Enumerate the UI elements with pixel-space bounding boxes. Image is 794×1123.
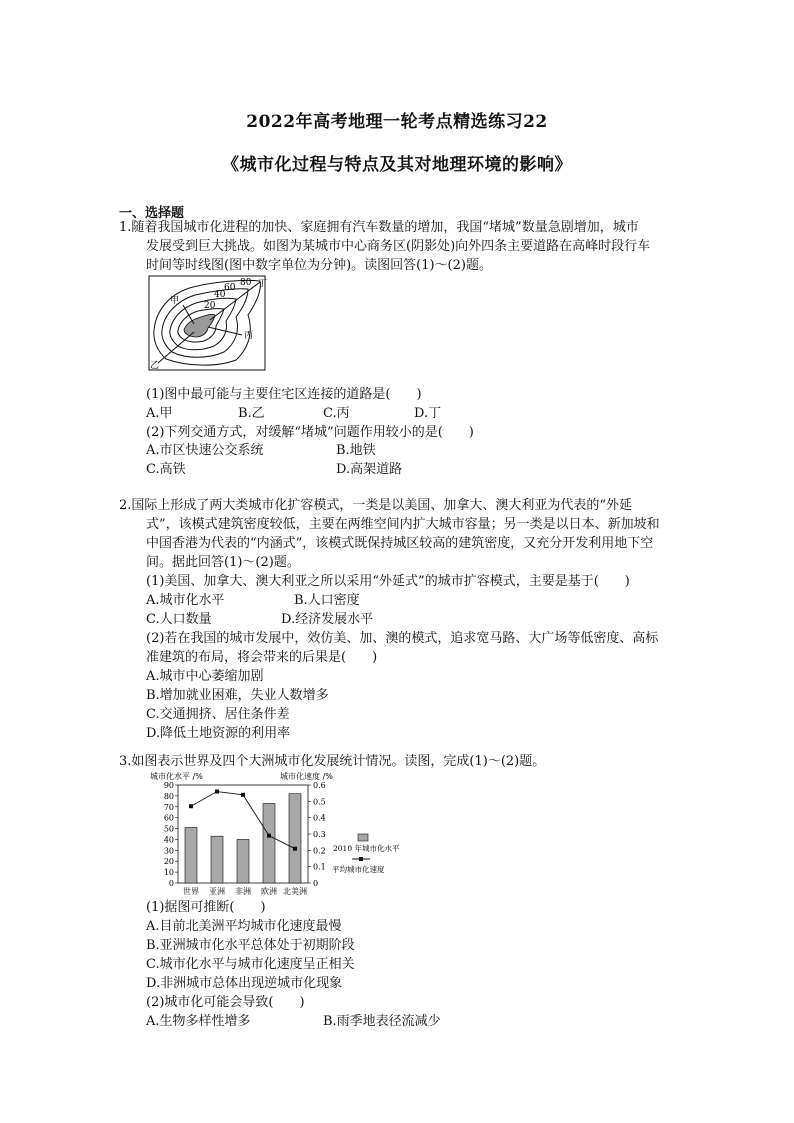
map-label-yi: 乙	[150, 361, 160, 371]
q2-stem-line-3: 中国香港为代表的“内涵式”，该模式既保持城区较高的建筑密度，又充分开发利用地下空	[146, 536, 654, 551]
q2-stem-line-2: 式”，该模式建筑密度较低，主要在两维空间内扩大城市容量；另一类是以日本、新加坡和	[146, 517, 660, 532]
x-tick-label: 欧洲	[261, 887, 277, 896]
y-tick-left-label: 70	[163, 802, 174, 812]
y-axis-left-label: 城市化水平 /%	[150, 772, 203, 781]
speed-point-亚洲	[215, 790, 219, 794]
y-tick-left-label: 40	[163, 835, 174, 845]
y-tick-right-label: 0	[313, 879, 319, 888]
bar-世界	[185, 827, 197, 883]
y-tick-left-label: 90	[163, 781, 174, 790]
cbd-shaded-area	[184, 314, 215, 337]
q2-sub1-option-b: B.人口密度	[294, 593, 360, 608]
q3-sub1-option-d: D.非洲城市总体出现逆城市化现象	[146, 976, 343, 991]
q2-sub2-option-c: C.交通拥挤、居住条件差	[146, 707, 290, 722]
q3-stem: 3.如图表示世界及四个大洲城市化发展统计情况。读图，完成(1)～(2)题。	[119, 754, 546, 769]
q3-sub1-option-a: A.目前北美洲平均城市化速度最慢	[146, 919, 342, 934]
y-axis-right-label: 城市化速度 /%	[280, 772, 333, 781]
bar-亚洲	[211, 836, 223, 883]
q1-stem-line-2: 发展受到巨大挑战。如图为某城市中心商务区(阴影处)向外四条主要道路在高峰时段行车	[146, 239, 651, 254]
q1-sub1-option-a: A.甲	[146, 406, 173, 421]
x-tick-label: 非洲	[235, 887, 251, 896]
q2-sub2-option-d: D.降低土地资源的利用率	[146, 726, 291, 741]
map-label-ding: 丁	[258, 279, 268, 289]
speed-point-非洲	[241, 793, 245, 797]
q1-sub2-option-b: B.地铁	[336, 443, 376, 458]
speed-point-北美洲	[293, 847, 297, 851]
q3-sub2-question: (2)城市化可能会导致( )	[146, 995, 305, 1010]
y-tick-right-label: 0.2	[313, 846, 326, 856]
chart-legend	[332, 834, 400, 874]
q1-sub1-option-d: D.丁	[414, 406, 442, 421]
q3-sub1-option-b: B.亚洲城市化水平总体处于初期阶段	[146, 938, 355, 953]
q3-sub1-question: (1)据图可推断( )	[146, 900, 266, 915]
legend-bar-swatch	[358, 834, 368, 841]
legend-line-label: 平均城市化速度	[332, 865, 385, 874]
speed-point-欧洲	[267, 834, 271, 838]
q2-sub1-option-c: C.人口数量	[146, 612, 212, 627]
road-yi	[158, 332, 194, 363]
q3-sub2-option-b: B.雨季地表径流减少	[323, 1014, 441, 1029]
legend-bar-label: 2010 年城市化水平	[333, 844, 400, 853]
contour-label-60: 60	[224, 283, 236, 293]
q3-sub2-option-a: A.生物多样性增多	[146, 1014, 251, 1029]
y-tick-right-label: 0.5	[313, 797, 326, 807]
y-tick-left-label: 50	[163, 824, 174, 834]
q1-sub2-option-a: A.市区快速公交系统	[146, 443, 264, 458]
legend-line-marker	[359, 857, 363, 861]
y-tick-left-label: 30	[163, 846, 174, 856]
y-tick-right-label: 0.6	[313, 781, 326, 790]
page-title: 2022年高考地理一轮考点精选练习22	[246, 112, 548, 132]
q1-sub1-option-c: C.丙	[323, 406, 350, 421]
isochrone-map	[148, 275, 278, 373]
x-tick-label: 世界	[183, 887, 199, 896]
q2-sub2-question-line-2: 准建筑的布局，将会带来的后果是( )	[146, 650, 378, 665]
bar-欧洲	[263, 804, 275, 883]
q1-sub1-option-b: B.乙	[238, 406, 265, 421]
q2-sub2-option-a: A.城市中心萎缩加剧	[146, 669, 264, 684]
q2-sub2-option-b: B.增加就业困难，失业人数增多	[146, 688, 329, 703]
q2-stem-line-4: 间。据此回答(1)～(2)题。	[146, 555, 300, 570]
q2-sub1-option-d: D.经济发展水平	[281, 612, 374, 627]
q1-sub2-option-c: C.高铁	[146, 462, 186, 477]
bar-非洲	[237, 839, 249, 883]
page-subtitle: 《城市化过程与特点及其对地理环境的影响》	[222, 155, 572, 175]
road-jia	[183, 305, 194, 324]
y-tick-right-label: 0.3	[313, 830, 326, 839]
contour-label-80: 80	[240, 278, 252, 288]
q1-sub1-question: (1)图中最可能与主要住宅区连接的道路是( )	[146, 387, 422, 402]
q2-sub1-question: (1)美国、加拿大、澳大利亚之所以采用“外延式”的城市扩容模式，主要是基于( )	[146, 574, 630, 589]
y-tick-right-label: 0.1	[313, 862, 326, 872]
contour-label-40: 40	[214, 290, 226, 300]
q1-stem-line-3: 时间等时线图(图中数字单位为分钟)。读图回答(1)～(2)题。	[146, 258, 492, 273]
section-heading: 一、选择题	[119, 206, 185, 221]
x-tick-label: 北美洲	[283, 887, 307, 896]
q3-sub1-option-c: C.城市化水平与城市化速度呈正相关	[146, 957, 355, 972]
speed-point-世界	[189, 804, 193, 808]
x-tick-label: 亚洲	[209, 887, 225, 896]
y-tick-left-label: 60	[163, 813, 174, 823]
bar-北美洲	[289, 794, 301, 883]
q1-sub2-option-d: D.高架道路	[336, 462, 403, 477]
q2-sub1-option-a: A.城市化水平	[146, 593, 225, 608]
y-tick-left-label: 20	[163, 857, 174, 867]
y-tick-right-label: 0.4	[313, 813, 326, 823]
map-label-bing: 丙	[244, 331, 254, 341]
y-tick-left-label: 0	[168, 879, 174, 888]
y-tick-left-label: 80	[163, 791, 174, 801]
map-label-jia: 甲	[170, 296, 180, 306]
urbanization-chart	[148, 771, 448, 899]
q1-stem-line-1: 1.随着我国城市化进程的加快、家庭拥有汽车数量的增加，我国“堵城”数量急剧增加，城市	[119, 220, 639, 235]
q2-stem-line-1: 2.国际上形成了两大类城市化扩容模式，一类是以美国、加拿大、澳大利亚为代表的“外延	[119, 498, 633, 513]
q1-sub2-question: (2)下列交通方式，对缓解“堵城”问题作用较小的是( )	[146, 425, 474, 440]
y-tick-left-label: 10	[163, 868, 174, 878]
q2-sub2-question-line-1: (2)若在我国的城市发展中，效仿美、加、澳的模式，追求宽马路、大广场等低密度、高标	[146, 631, 659, 646]
contour-label-20: 20	[204, 301, 216, 311]
